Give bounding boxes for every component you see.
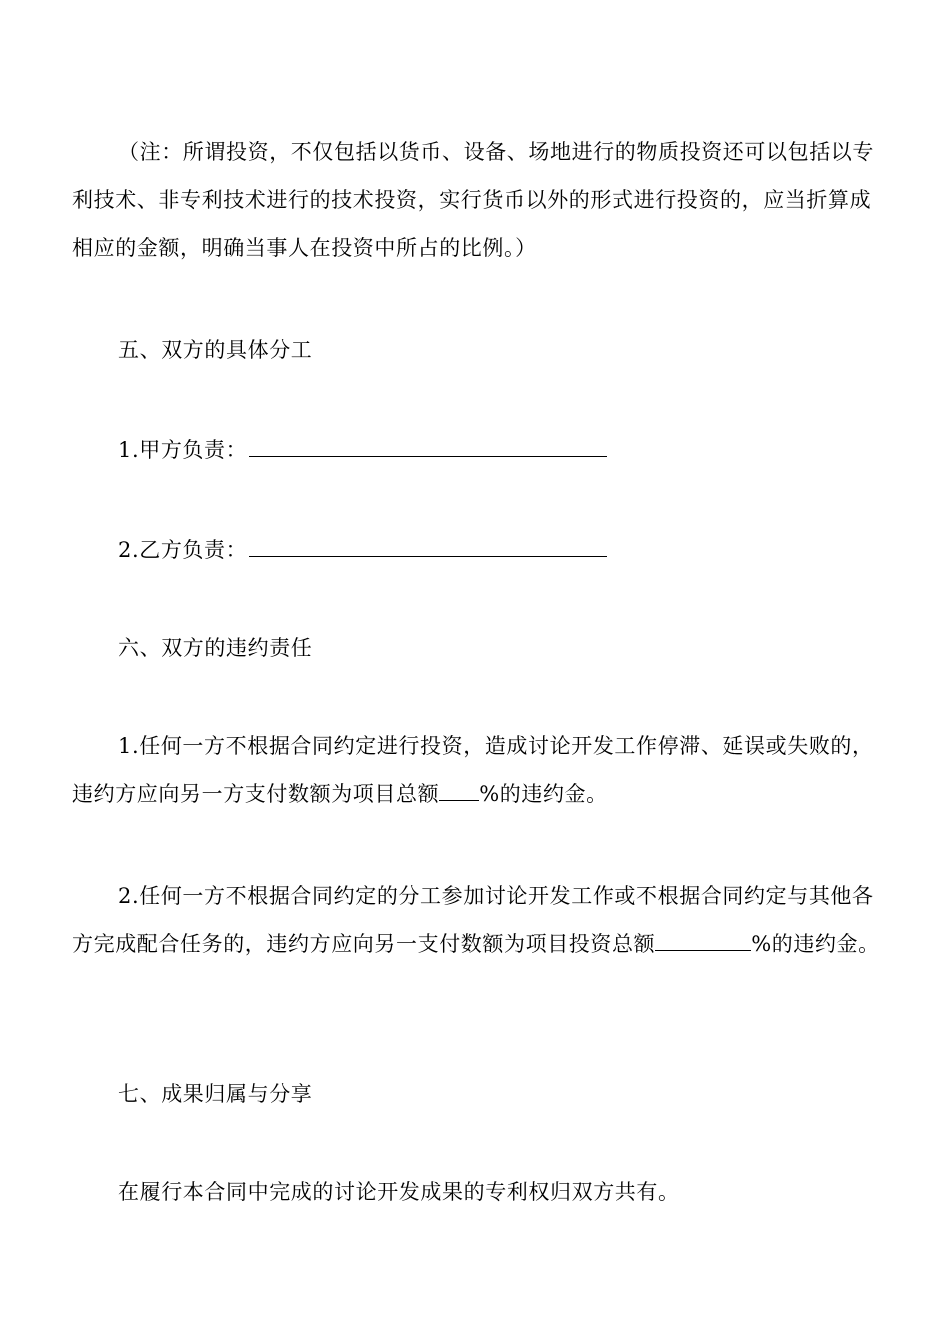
section-6-title: 六、双方的违约责任 xyxy=(118,636,313,660)
breach-clause-2-suffix: %的违约金。 xyxy=(751,932,880,956)
ownership-statement xyxy=(118,1168,878,1216)
breach-clause-2-blank[interactable] xyxy=(655,923,751,951)
party-b-responsibility xyxy=(118,526,878,574)
party-a-blank[interactable] xyxy=(249,429,607,457)
section-5-title: 五、双方的具体分工 xyxy=(118,338,313,362)
breach-clause-1 xyxy=(72,722,880,818)
investment-note xyxy=(72,128,880,272)
breach-clause-1-blank[interactable] xyxy=(439,773,479,801)
party-b-label: 2.乙方负责： xyxy=(118,538,248,562)
breach-clause-2-text: 2.任何一方不根据合同约定的分工参加讨论开发工作或不根据合同约定与其他各方完成配合任务的，违约方应向另一支付数额为项目投资总额 xyxy=(72,884,874,956)
breach-clause-1-suffix: %的违约金。 xyxy=(479,782,608,806)
section-7-heading xyxy=(118,1070,878,1118)
section-6-heading xyxy=(118,624,878,672)
party-a-responsibility xyxy=(118,426,878,474)
party-a-label: 1.甲方负责： xyxy=(118,438,248,462)
breach-clause-2 xyxy=(72,872,880,968)
investment-note-text: （注：所谓投资，不仅包括以货币、设备、场地进行的物质投资还可以包括以专利技术、非专利技术进行的技术投资，实行货币以外的形式进行投资的，应当折算成相应的金额，明确当事人在投资中所占的比例。） xyxy=(72,140,874,260)
party-b-blank[interactable] xyxy=(249,529,607,557)
breach-clause-1-text: 1.任何一方不根据合同约定进行投资，造成讨论开发工作停滞、延误或失败的，违约方应向另一方支付数额为项目总额 xyxy=(72,734,874,806)
ownership-statement-text: 在履行本合同中完成的讨论开发成果的专利权归双方共有。 xyxy=(118,1180,680,1204)
section-7-title: 七、成果归属与分享 xyxy=(118,1082,313,1106)
section-5-heading xyxy=(118,326,878,374)
